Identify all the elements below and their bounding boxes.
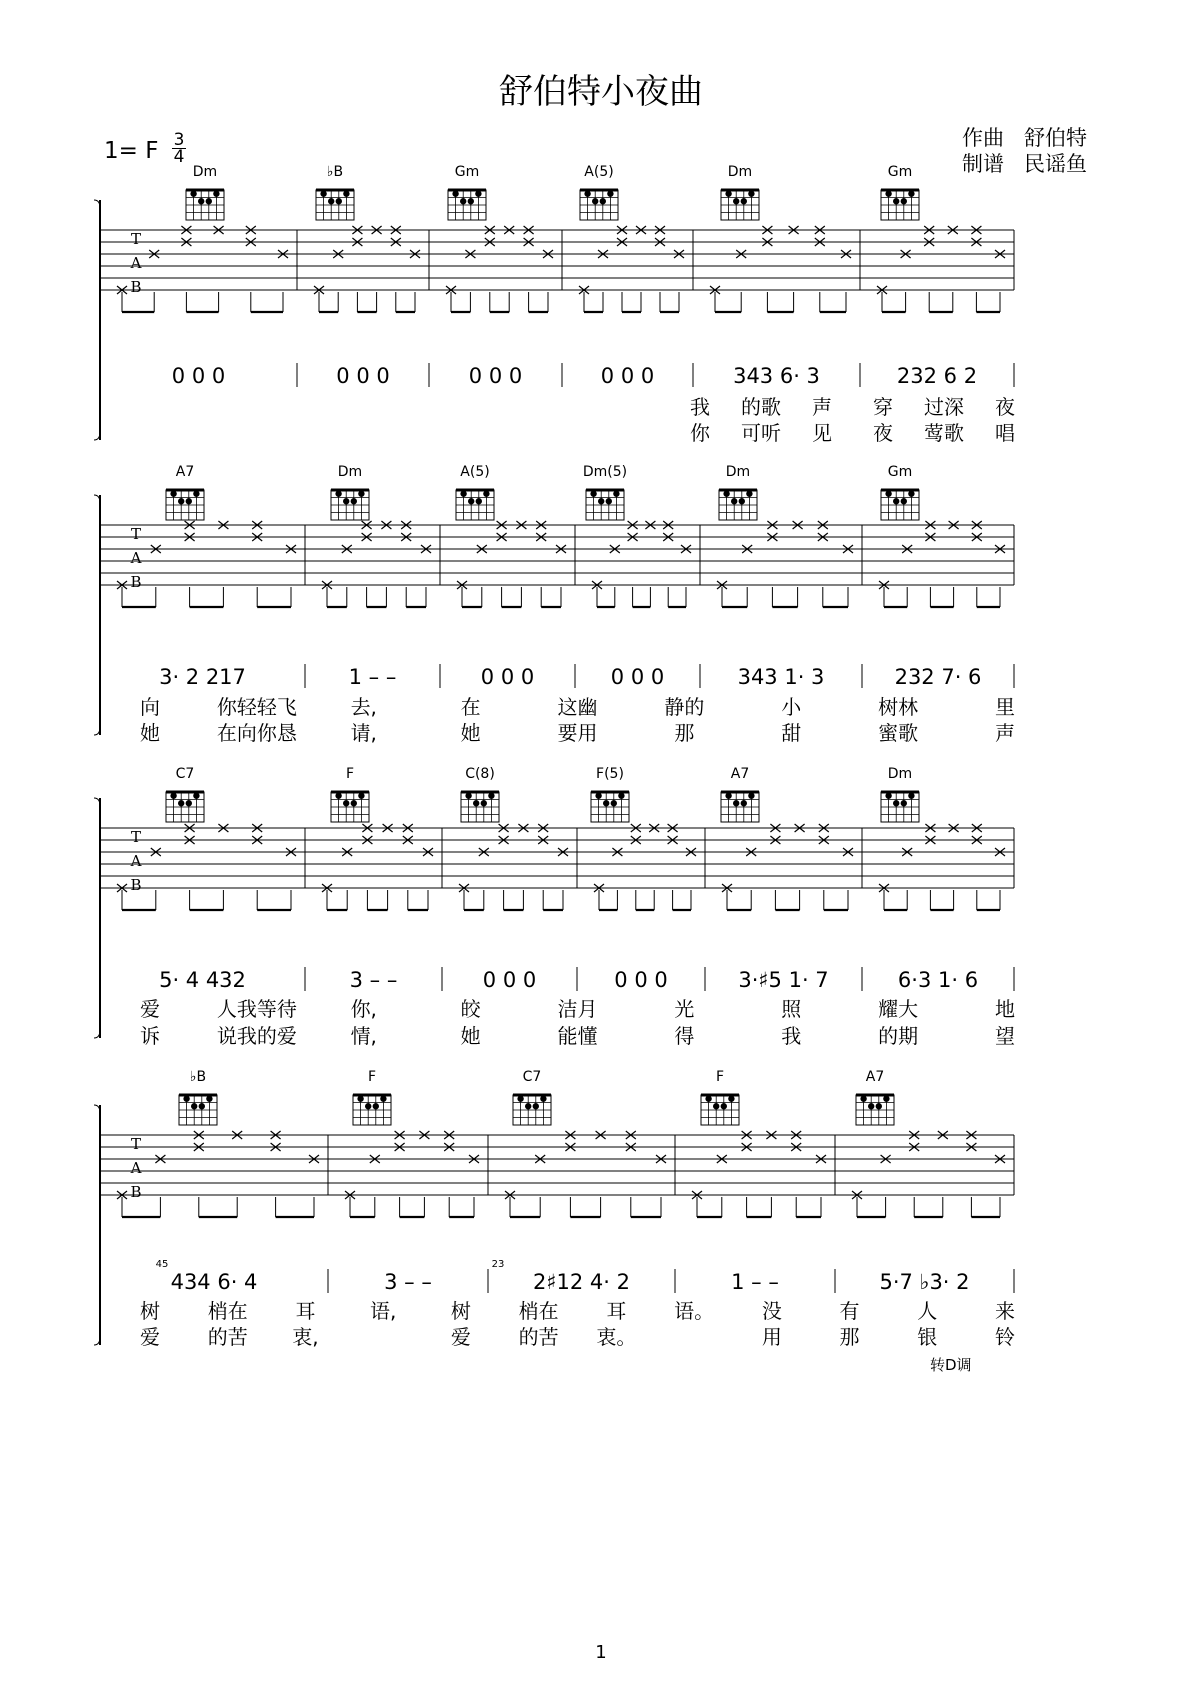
chord-dot — [908, 191, 914, 197]
lyric-verse-1: 耳 — [295, 1299, 316, 1323]
chord-dot — [336, 198, 342, 204]
chord-dot — [351, 800, 357, 806]
chord-dot — [723, 491, 729, 497]
lyric-verse-2: 甜 — [781, 721, 802, 745]
lyric-verse-1: 声 — [812, 395, 832, 419]
chord-name: A(5) — [460, 464, 490, 480]
time-signature-top: 3 — [173, 130, 185, 150]
lyric-verse-1: 我 — [690, 395, 710, 419]
lyric-verse-1: 向 — [140, 695, 160, 719]
jianpu-measure: 0 0 0 — [482, 968, 537, 992]
lyric-verse-1: 穿 — [873, 395, 893, 419]
chord-dot — [901, 800, 907, 806]
lyric-verse-1: 树 — [140, 1299, 160, 1323]
lyric-verse-1: 梢在 — [518, 1299, 559, 1323]
jianpu-measure: 1 – – — [731, 1270, 779, 1294]
lyric-verse-2: 说我的爱 — [216, 1024, 297, 1048]
chord-dot — [876, 1103, 882, 1109]
chord-dot — [613, 491, 619, 497]
chord-name: F — [715, 1069, 725, 1085]
lyric-verse-2: 衷。 — [596, 1325, 637, 1349]
chord-dot — [351, 498, 357, 504]
chord-dot — [611, 800, 617, 806]
lyric-verse-1: 语, — [370, 1299, 397, 1323]
chord-name: A7 — [730, 766, 750, 782]
chord-dot — [465, 793, 471, 799]
chord-dot — [908, 793, 914, 799]
jianpu-measure: 0 0 0 — [614, 968, 668, 992]
lyric-verse-2: 蜜歌 — [878, 721, 919, 745]
jianpu-measure: 3· 2 217 — [159, 665, 246, 689]
lyric-verse-2: 她 — [460, 1024, 481, 1048]
tab-clef-letter: T — [130, 828, 142, 846]
time-signature-bottom: 4 — [173, 147, 185, 167]
chord-name: Dm — [727, 164, 753, 180]
lyric-verse-1: 皎 — [460, 997, 481, 1021]
chord-name: F(5) — [596, 766, 624, 782]
chord-dot — [713, 1103, 719, 1109]
chord-dot — [731, 498, 737, 504]
credit-role: 制谱 — [962, 152, 1004, 176]
credit-arranger — [962, 148, 1087, 178]
chord-dot — [335, 793, 341, 799]
chord-dot — [206, 198, 212, 204]
lyric-verse-1: 的歌 — [741, 395, 781, 419]
lyric-verse-1: 去, — [350, 695, 377, 719]
lyric-verse-1: 小 — [781, 695, 802, 719]
jianpu-measure: 0 0 0 — [171, 364, 226, 388]
chord-name: Dm(5) — [582, 464, 628, 480]
chord-dot — [170, 793, 176, 799]
chord-dot — [728, 1096, 734, 1102]
lyric-verse-1: 耳 — [606, 1299, 627, 1323]
chord-dot — [540, 1096, 546, 1102]
jianpu-measure: 0 0 0 — [600, 364, 655, 388]
chord-dot — [901, 198, 907, 204]
chord-dot — [868, 1103, 874, 1109]
chord-dot — [178, 498, 184, 504]
lyric-verse-2: 的苦 — [518, 1325, 559, 1349]
tab-clef-letter: B — [130, 278, 142, 296]
lyric-verse-2: 见 — [812, 421, 832, 445]
credit-name: 舒伯特 — [1024, 126, 1088, 150]
jianpu-measure: 3 – – — [349, 968, 398, 992]
lyric-verse-1: 爱 — [140, 997, 160, 1021]
chord-dot — [592, 198, 598, 204]
chord-dot — [468, 498, 474, 504]
lyric-verse-2: 望 — [995, 1024, 1015, 1048]
tab-clef-letter: A — [130, 852, 142, 870]
chord-dot — [488, 793, 494, 799]
lyric-verse-1: 洁月 — [557, 997, 598, 1021]
jianpu-measure: 5·7 ♭3· 2 — [879, 1270, 970, 1294]
lyric-verse-2: 银 — [917, 1325, 938, 1349]
chord-dot — [741, 198, 747, 204]
lyric-verse-2: 的苦 — [207, 1325, 248, 1349]
chord-dot — [460, 491, 466, 497]
chord-name: A7 — [175, 464, 195, 480]
credit-role: 作曲 — [962, 126, 1004, 150]
chord-dot — [373, 1103, 379, 1109]
lyric-verse-2: 爱 — [450, 1325, 471, 1349]
chord-name: A7 — [865, 1069, 885, 1085]
chord-dot — [343, 191, 349, 197]
chord-dot — [590, 491, 596, 497]
chord-name: C(8) — [465, 766, 495, 782]
chord-dot — [603, 800, 609, 806]
chord-dot — [607, 191, 613, 197]
chord-dot — [358, 491, 364, 497]
chord-dot — [885, 191, 891, 197]
chord-name: F — [345, 766, 355, 782]
chord-name: Gm — [887, 464, 913, 480]
tab-clef-letter: B — [130, 1183, 142, 1201]
jianpu-measure: 343 6· 3 — [733, 364, 820, 388]
chord-dot — [525, 1103, 531, 1109]
chord-dot — [893, 498, 899, 504]
chord-dot — [476, 498, 482, 504]
chord-dot — [198, 198, 204, 204]
lyric-verse-1: 有 — [839, 1299, 860, 1323]
lyric-verse-1: 这幽 — [557, 695, 598, 719]
lyric-verse-1: 语。 — [674, 1299, 715, 1323]
chord-dot — [178, 800, 184, 806]
chord-name: C7 — [175, 766, 195, 782]
chord-dot — [885, 793, 891, 799]
chord-dot — [328, 198, 334, 204]
lyric-verse-2: 请, — [350, 721, 377, 745]
lyric-verse-2: 诉 — [140, 1024, 160, 1048]
chord-dot — [365, 1103, 371, 1109]
tab-clef-letter: B — [130, 573, 142, 591]
chord-dot — [885, 491, 891, 497]
lyric-verse-2: 要用 — [557, 721, 598, 745]
jianpu-measure: 0 0 0 — [610, 665, 665, 689]
chord-dot — [186, 498, 192, 504]
lyric-verse-2: 爱 — [140, 1325, 160, 1349]
lyric-verse-1: 照 — [781, 997, 802, 1021]
chord-dot — [725, 793, 731, 799]
chord-dot — [460, 198, 466, 204]
lyric-verse-1: 没 — [761, 1299, 782, 1323]
lyric-verse-2: 在向你恳 — [216, 721, 297, 745]
chord-dot — [746, 491, 752, 497]
chord-name: ♭B — [326, 164, 344, 180]
tab-clef-letter: T — [130, 525, 142, 543]
chord-dot — [883, 1096, 889, 1102]
chord-name: Gm — [887, 164, 913, 180]
chord-dot — [600, 198, 606, 204]
lyric-verse-2: 她 — [460, 721, 481, 745]
chord-dot — [618, 793, 624, 799]
time-signature — [172, 132, 186, 165]
chord-dot — [893, 800, 899, 806]
lyric-verse-2: 可听 — [741, 421, 781, 445]
chord-dot — [705, 1096, 711, 1102]
grace-note: 45 — [155, 1259, 169, 1270]
chord-dot — [213, 191, 219, 197]
lyric-verse-1: 你, — [350, 997, 377, 1021]
key-change-marking: 转D调 — [930, 1356, 972, 1374]
chord-dot — [468, 198, 474, 204]
chord-name: Dm — [337, 464, 363, 480]
lyric-verse-1: 耀大 — [878, 997, 919, 1021]
chord-name: Dm — [887, 766, 913, 782]
chord-dot — [475, 191, 481, 197]
chord-dot — [186, 800, 192, 806]
jianpu-measure: 434 6· 4 — [170, 1270, 258, 1294]
chord-name: Gm — [454, 164, 480, 180]
lyric-verse-2: 那 — [839, 1325, 860, 1349]
jianpu-measure: 5· 4 432 — [159, 968, 246, 992]
chord-dot — [517, 1096, 523, 1102]
chord-dot — [357, 1096, 363, 1102]
chord-dot — [893, 198, 899, 204]
chord-dot — [343, 498, 349, 504]
chord-name: A(5) — [584, 164, 614, 180]
key-signature: 1= F — [104, 138, 159, 164]
lyric-verse-1: 树林 — [878, 695, 919, 719]
chord-dot — [606, 498, 612, 504]
jianpu-measure: 6·3 1· 6 — [897, 968, 979, 992]
chord-dot — [358, 793, 364, 799]
lyric-verse-2: 铃 — [995, 1325, 1015, 1349]
tab-clef-letter: A — [130, 254, 142, 272]
lyric-verse-1: 地 — [995, 997, 1015, 1021]
chord-dot — [908, 491, 914, 497]
jianpu-measure: 343 1· 3 — [737, 665, 825, 689]
chord-dot — [584, 191, 590, 197]
tab-clef-letter: A — [130, 1159, 142, 1177]
chord-dot — [598, 498, 604, 504]
chord-dot — [725, 191, 731, 197]
chord-name: Dm — [725, 464, 751, 480]
lyric-verse-1: 人 — [917, 1299, 938, 1323]
chord-dot — [473, 800, 479, 806]
lyric-verse-2: 衷, — [292, 1325, 319, 1349]
lyric-verse-1: 人我等待 — [216, 997, 297, 1021]
lyric-verse-1: 来 — [995, 1299, 1015, 1323]
jianpu-measure: 232 7· 6 — [894, 665, 982, 689]
lyric-verse-2: 的期 — [878, 1024, 919, 1048]
chord-name: ♭B — [189, 1069, 207, 1085]
lyric-verse-1: 在 — [460, 695, 481, 719]
lyric-verse-1: 里 — [995, 695, 1015, 719]
lyric-verse-2: 她 — [140, 721, 160, 745]
chord-name: Dm — [192, 164, 218, 180]
chord-dot — [199, 1103, 205, 1109]
chord-dot — [483, 491, 489, 497]
tab-clef-letter: T — [130, 1135, 142, 1153]
lyric-verse-2: 那 — [674, 721, 695, 745]
credit-name: 民谣鱼 — [1024, 152, 1088, 176]
chord-dot — [206, 1096, 212, 1102]
chord-dot — [335, 491, 341, 497]
chord-dot — [481, 800, 487, 806]
chord-dot — [733, 198, 739, 204]
jianpu-measure: 0 0 0 — [336, 364, 390, 388]
chord-dot — [170, 491, 176, 497]
chord-dot — [595, 793, 601, 799]
chord-dot — [193, 793, 199, 799]
chord-name: C7 — [522, 1069, 542, 1085]
tab-clef-letter: T — [130, 230, 142, 248]
chord-dot — [193, 491, 199, 497]
lyric-verse-2: 声 — [995, 721, 1015, 745]
chord-dot — [533, 1103, 539, 1109]
jianpu-measure: 3·♯5 1· 7 — [738, 968, 829, 992]
lyric-verse-1: 夜 — [995, 395, 1015, 419]
lyric-verse-1: 树 — [450, 1299, 471, 1323]
lyric-verse-2: 唱 — [995, 421, 1015, 445]
lyric-verse-2: 能懂 — [557, 1024, 598, 1048]
jianpu-measure: 232 6 2 — [896, 364, 978, 388]
chord-dot — [380, 1096, 386, 1102]
jianpu-measure: 0 0 0 — [480, 665, 535, 689]
lyric-verse-1: 过深 — [924, 395, 964, 419]
chord-dot — [901, 498, 907, 504]
jianpu-measure: 0 0 0 — [468, 364, 523, 388]
lyric-verse-2: 莺歌 — [924, 421, 964, 445]
chord-dot — [721, 1103, 727, 1109]
lyric-verse-1: 你轻轻飞 — [216, 695, 297, 719]
lyric-verse-1: 梢在 — [207, 1299, 248, 1323]
tab-clef-letter: A — [130, 549, 142, 567]
page-number: 1 — [595, 1642, 607, 1663]
lyric-verse-1: 光 — [674, 997, 695, 1021]
jianpu-measure: 3 – – — [384, 1270, 432, 1294]
chord-dot — [860, 1096, 866, 1102]
chord-dot — [748, 793, 754, 799]
chord-dot — [320, 191, 326, 197]
chord-dot — [190, 191, 196, 197]
jianpu-measure: 1 – – — [348, 665, 397, 689]
chord-dot — [343, 800, 349, 806]
chord-dot — [748, 191, 754, 197]
chord-dot — [733, 800, 739, 806]
lyric-verse-2: 夜 — [873, 421, 893, 445]
chord-name: F — [367, 1069, 377, 1085]
song-title: 舒伯特小夜曲 — [499, 72, 703, 112]
lyric-verse-2: 得 — [674, 1024, 695, 1048]
chord-dot — [183, 1096, 189, 1102]
lyric-verse-2: 情, — [350, 1024, 377, 1048]
lyric-verse-1: 静的 — [664, 695, 705, 719]
grace-note: 23 — [491, 1259, 505, 1270]
chord-dot — [741, 800, 747, 806]
chord-dot — [191, 1103, 197, 1109]
lyric-verse-2: 你 — [690, 421, 710, 445]
lyric-verse-2: 用 — [761, 1325, 782, 1349]
chord-dot — [452, 191, 458, 197]
lyric-verse-2: 我 — [781, 1024, 802, 1048]
jianpu-measure: 2♯12 4· 2 — [533, 1270, 630, 1294]
chord-dot — [739, 498, 745, 504]
tab-clef-letter: B — [130, 876, 142, 894]
